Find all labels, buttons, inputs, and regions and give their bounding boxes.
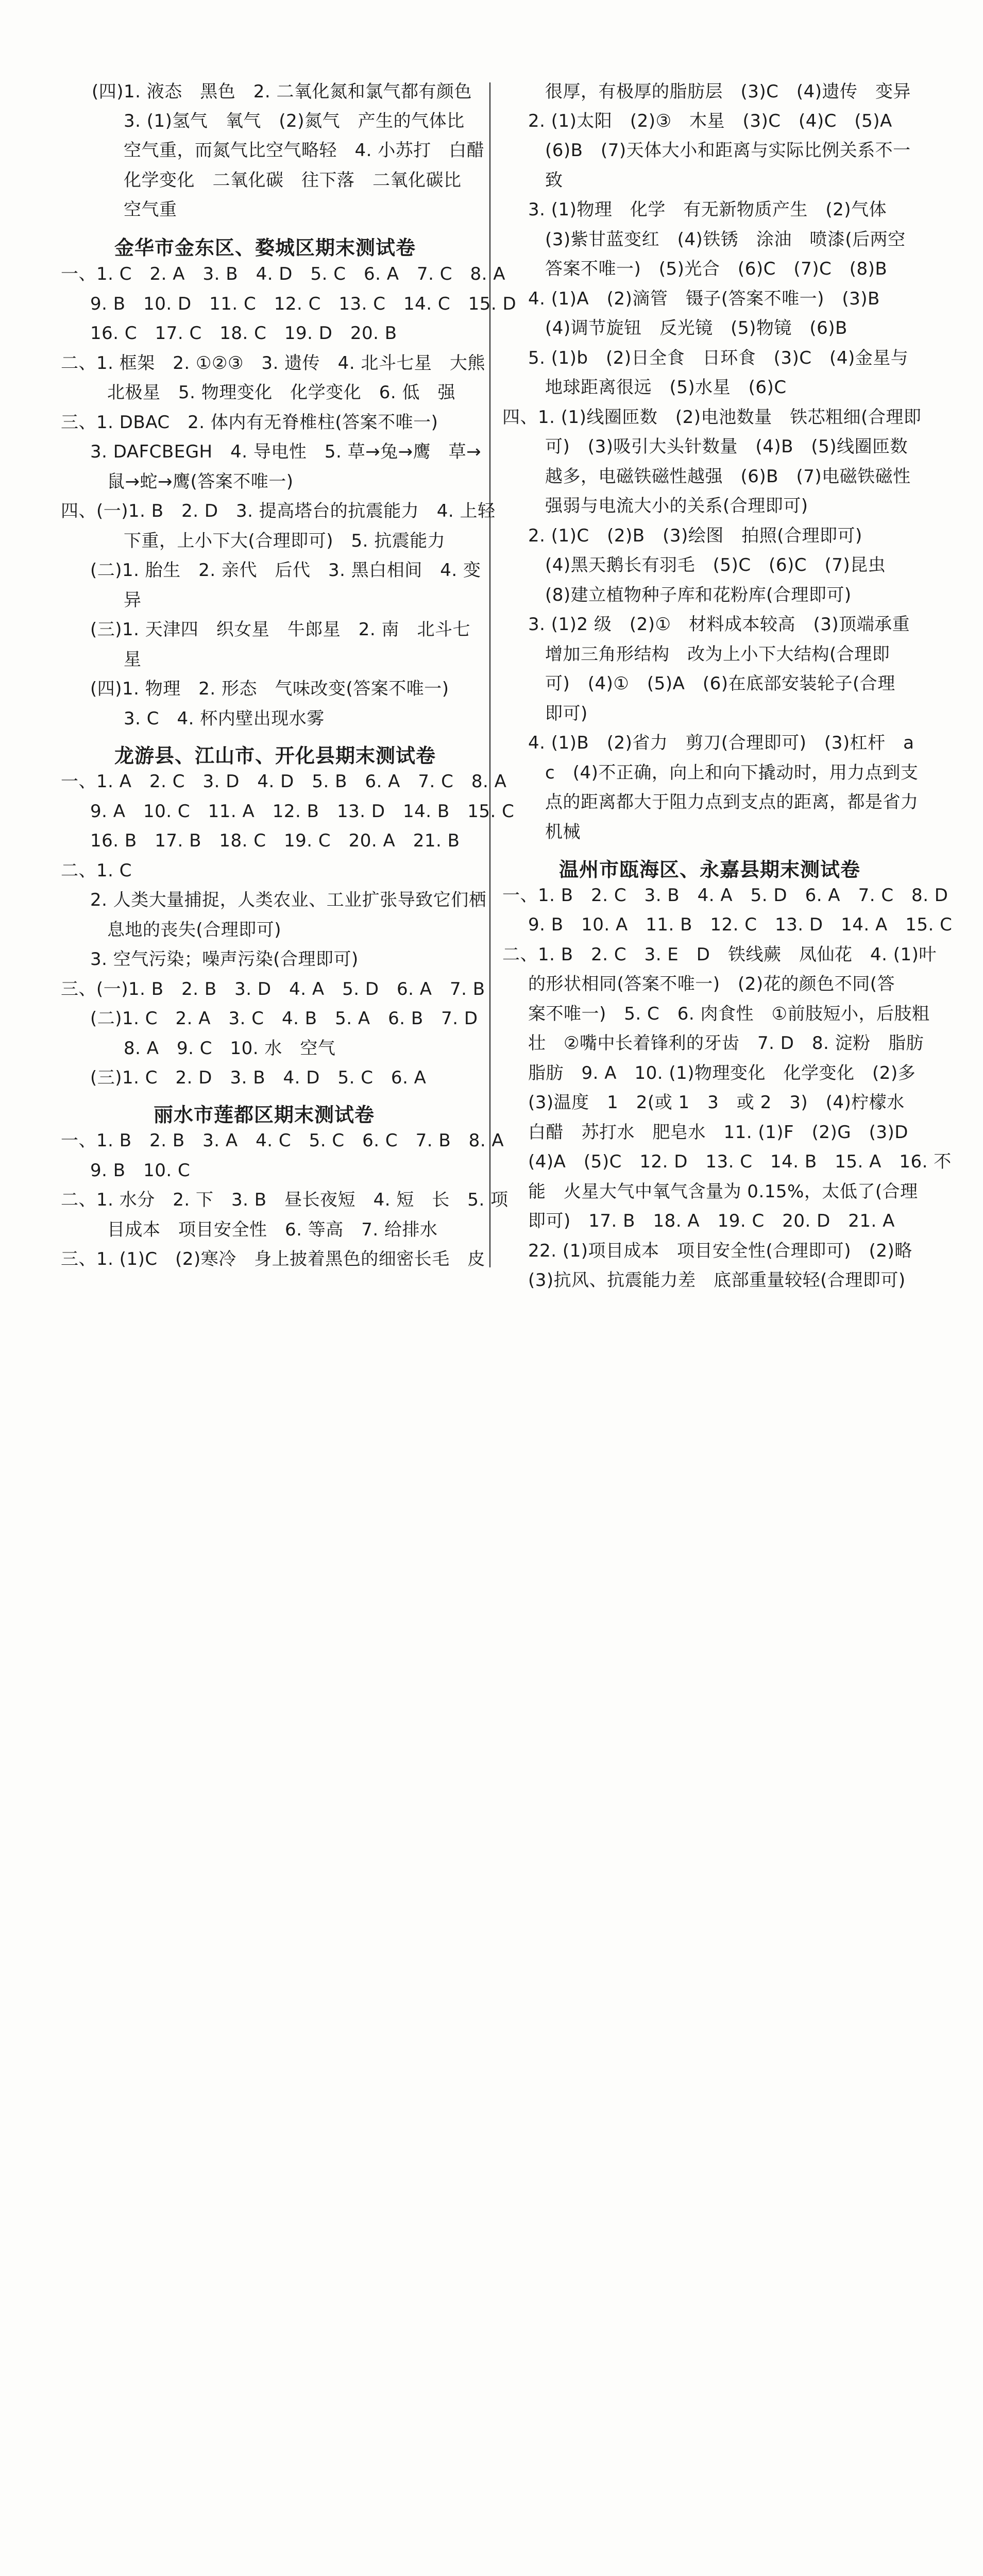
answer-line: (二)1. 胎生 2. 亲代 后代 3. 黑白相间 4. 变 (90, 560, 481, 581)
answer-line: (4)调节旋钮 反光镜 (5)物镜 (6)B (545, 318, 848, 338)
answer-line: 四、(一)1. B 2. D 3. 提高塔台的抗震能力 4. 上轻 (61, 501, 496, 521)
answer-line: 案不唯一) 5. C 6. 肉食性 ①前肢短小，后肢粗 (528, 1004, 930, 1024)
answer-line: 增加三角形结构 改为上小下大结构(合理即 (545, 644, 890, 665)
answer-line: 即可) (545, 703, 588, 724)
answer-line: 答案不唯一) (5)光合 (6)C (7)C (8)B (545, 259, 888, 279)
section-title: 金华市金东区、婺城区期末测试卷 (114, 236, 416, 259)
page-footer (0, 1288, 983, 1350)
answer-line: 鼠→蛇→鹰(答案不唯一) (107, 471, 294, 492)
answer-line: 22. (1)项目成本 项目安全性(合理即可) (2)略 (528, 1241, 912, 1261)
answer-line: 很厚，有极厚的脂肪层 (3)C (4)遗传 变异 (545, 81, 911, 102)
answer-line: 的形状相同(答案不唯一) (2)花的颜色不同(答 (528, 974, 895, 994)
answer-line: 3. (1)2 级 (2)① 材料成本较高 (3)顶端承重 (528, 614, 910, 635)
answer-line: 2. (1)C (2)B (3)绘图 拍照(合理即可) (528, 526, 862, 546)
answer-line: 地球距离很远 (5)水星 (6)C (545, 377, 787, 398)
answer-line: 三、1. (1)C (2)寒冷 身上披着黑色的细密长毛 皮 (61, 1249, 485, 1269)
answer-line: 9. A 10. C 11. A 12. B 13. D 14. B 15. C (90, 801, 515, 822)
answer-line: (四)1. 物理 2. 形态 气味改变(答案不唯一) (90, 679, 449, 699)
answer-line: 一、1. B 2. B 3. A 4. C 5. C 6. C 7. B 8. A (61, 1130, 504, 1151)
answer-line: 二、1. 框架 2. ①②③ 3. 遗传 4. 北斗七星 大熊 (61, 353, 485, 374)
answer-line: 3. (1)物理 化学 有无新物质产生 (2)气体 (528, 199, 887, 220)
answer-line: 9. B 10. D 11. C 12. C 13. C 14. C 15. D (90, 294, 517, 314)
answer-line: 8. A 9. C 10. 水 空气 (124, 1038, 336, 1059)
answer-line: (4)黑天鹅长有羽毛 (5)C (6)C (7)昆虫 (545, 555, 886, 575)
answer-line: 星 (124, 649, 142, 670)
section-title: 龙游县、江山市、开化县期末测试卷 (114, 744, 436, 767)
answer-line: 异 (124, 590, 142, 611)
answer-line: 空气重，而氮气比空气略轻 4. 小苏打 白醋 (124, 140, 485, 161)
answer-line: 3. C 4. 杯内壁出现水雾 (124, 708, 325, 729)
answer-line: 9. B 10. C (90, 1160, 191, 1181)
answer-line: 16. B 17. B 18. C 19. C 20. A 21. B (90, 831, 460, 851)
answer-line: 空气重 (124, 199, 177, 220)
answer-line: 即可) 17. B 18. A 19. C 20. D 21. A (528, 1211, 895, 1231)
answer-line: 目成本 项目安全性 6. 等高 7. 给排水 (107, 1219, 438, 1240)
answer-line: 2. (1)太阳 (2)③ 木星 (3)C (4)C (5)A (528, 111, 892, 131)
answer-line: c (4)不正确，向上和向下撬动时，用力点到支 (545, 762, 919, 783)
answer-line: 能 火星大气中氧气含量为 0.15%，太低了(合理 (528, 1181, 918, 1202)
answer-line: 致 (545, 170, 563, 191)
answer-line: 三、(一)1. B 2. B 3. D 4. A 5. D 6. A 7. B (61, 979, 485, 999)
answer-line: (四)1. 液态 黑色 2. 二氧化氮和氯气都有颜色 (92, 81, 472, 102)
answer-line: 点的距离都大于阻力点到支点的距离，都是省力 (545, 792, 919, 812)
answer-line: 3. DAFCBEGH 4. 导电性 5. 草→兔→鹰 草→ (90, 442, 482, 462)
answer-line: (4)A (5)C 12. D 13. C 14. B 15. A 16. 不 (528, 1151, 952, 1172)
answer-line: 4. (1)B (2)省力 剪刀(合理即可) (3)杠杆 a (528, 733, 914, 753)
answer-line: 可) (3)吸引大头针数量 (4)B (5)线圈匝数 (545, 436, 908, 457)
answer-line: 二、1. 水分 2. 下 3. B 昼长夜短 4. 短 长 5. 项 (61, 1190, 509, 1210)
answer-line: (二)1. C 2. A 3. C 4. B 5. A 6. B 7. D (90, 1008, 478, 1029)
section-title: 丽水市莲都区期末测试卷 (154, 1104, 375, 1126)
answer-line: 息地的丧失(合理即可) (107, 920, 282, 940)
answer-line: (3)温度 1 2(或 1 3 或 2 3) (4)柠檬水 (528, 1092, 905, 1113)
answer-line: 2. 人类大量捕捉，人类农业、工业扩张导致它们栖 (90, 890, 487, 910)
answer-line: 一、1. B 2. C 3. B 4. A 5. D 6. A 7. C 8. D (502, 885, 948, 906)
answer-line: 二、1. C (61, 860, 132, 881)
answer-line: 4. (1)A (2)滴管 镊子(答案不唯一) (3)B (528, 289, 880, 309)
answer-line: 脂肪 9. A 10. (1)物理变化 化学变化 (2)多 (528, 1063, 916, 1083)
column-divider (489, 82, 490, 1267)
answer-line: (3)抗风、抗震能力差 底部重量较轻(合理即可) (528, 1270, 906, 1291)
answer-line: 5. (1)b (2)日全食 日环食 (3)C (4)金星与 (528, 348, 909, 368)
answer-line: 一、1. C 2. A 3. B 4. D 5. C 6. A 7. C 8. A (61, 264, 505, 284)
answer-line: 3. (1)氢气 氧气 (2)氮气 产生的气体比 (124, 111, 465, 131)
answer-line: 三、1. DBAC 2. 体内有无脊椎柱(答案不唯一) (61, 412, 438, 433)
answer-line: 机械 (545, 822, 581, 842)
answer-line: 9. B 10. A 11. B 12. C 13. D 14. A 15. C (528, 914, 953, 935)
answer-line: 壮 ②嘴中长着锋利的牙齿 7. D 8. 淀粉 脂肪 (528, 1033, 924, 1054)
answer-line: 化学变化 二氧化碳 往下落 二氧化碳比 (124, 170, 462, 191)
answer-line: 3. 空气污染；噪声污染(合理即可) (90, 949, 359, 970)
answer-line: (3)紫甘蓝变红 (4)铁锈 涂油 喷漆(后两空 (545, 229, 906, 250)
answer-line: 强弱与电流大小的关系(合理即可) (545, 496, 808, 516)
answer-line: 可) (4)① (5)A (6)在底部安装轮子(合理 (545, 673, 895, 694)
answer-line: 四、1. (1)线圈匝数 (2)电池数量 铁芯粗细(合理即 (502, 407, 922, 428)
answer-line: 16. C 17. C 18. C 19. D 20. B (90, 323, 397, 344)
answer-line: 下重，上小下大(合理即可) 5. 抗震能力 (124, 531, 446, 551)
answer-line: (三)1. C 2. D 3. B 4. D 5. C 6. A (90, 1067, 427, 1088)
answer-line: 北极星 5. 物理变化 化学变化 6. 低 强 (107, 382, 455, 403)
answer-line: (三)1. 天津四 织女星 牛郎星 2. 南 北斗七 (90, 619, 471, 640)
answer-line: 二、1. B 2. C 3. E D 铁线蕨 凤仙花 4. (1)叶 (502, 944, 937, 965)
answer-line: 白醋 苏打水 肥皂水 11. (1)F (2)G (3)D (528, 1122, 908, 1143)
answer-line: 一、1. A 2. C 3. D 4. D 5. B 6. A 7. C 8. A (61, 771, 507, 792)
answer-line: (8)建立植物种子库和花粉库(合理即可) (545, 585, 852, 605)
answer-line: (6)B (7)天体大小和距离与实际比例关系不一 (545, 140, 911, 161)
section-title: 温州市瓯海区、永嘉县期末测试卷 (559, 858, 861, 881)
answer-line: 越多，电磁铁磁性越强 (6)B (7)电磁铁磁性 (545, 466, 911, 487)
